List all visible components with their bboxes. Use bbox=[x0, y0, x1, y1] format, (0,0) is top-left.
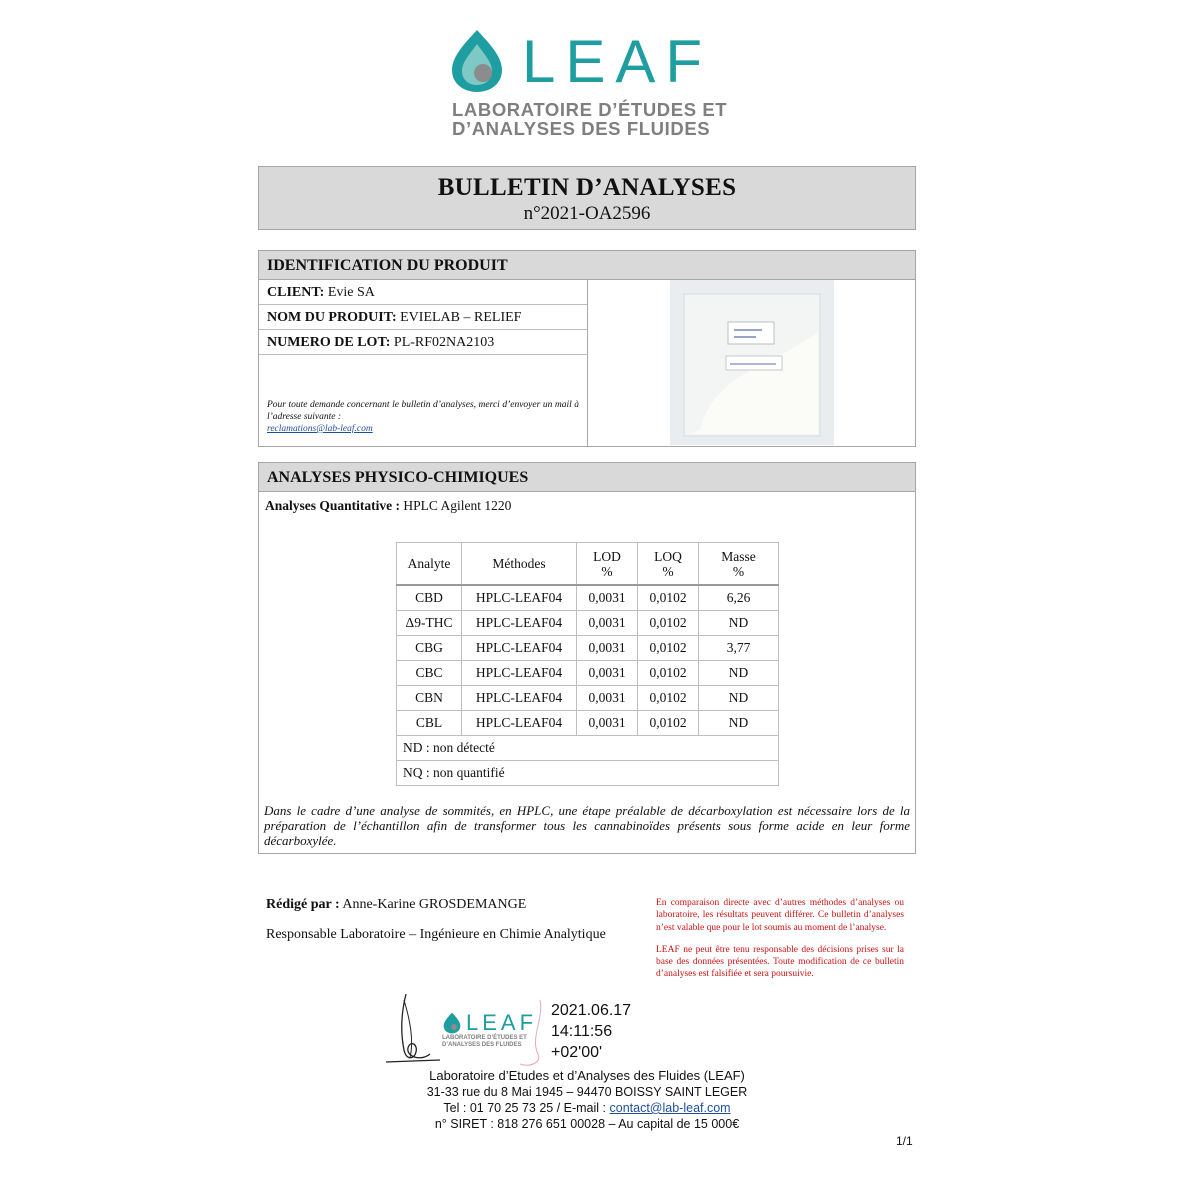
disclaimer-paragraph-1: En comparaison directe avec d’autres méthodes d’analyses ou laboratoire, les résultats peuvent différer. Ce bulletin d’analyses n’est valable que pour le lot soumis au moment de l’analyse. bbox=[656, 898, 904, 933]
identification-fields bbox=[259, 280, 588, 446]
footer-email-link[interactable]: contact@lab-leaf.com bbox=[609, 1101, 731, 1115]
signature-stamp bbox=[380, 990, 650, 1070]
title-box bbox=[258, 166, 916, 230]
loq-label: LOQ bbox=[654, 548, 682, 564]
product-name-row bbox=[259, 305, 587, 330]
table-row bbox=[397, 636, 779, 661]
results-table bbox=[396, 542, 779, 786]
product-name-label: NOM DU PRODUIT: bbox=[267, 310, 397, 325]
signature-timestamp bbox=[551, 1000, 631, 1063]
signature-logo-wordmark: LEAF bbox=[466, 1010, 538, 1035]
cell-loq: 0,0102 bbox=[638, 585, 699, 611]
client-row bbox=[259, 280, 587, 305]
footer-siret: n° SIRET : 818 276 651 00028 – Au capital de 15 000€ bbox=[434, 1117, 740, 1131]
handwritten-signature bbox=[380, 990, 450, 1070]
document-title: BULLETIN D’ANALYSES bbox=[437, 174, 737, 201]
cell-mass: ND bbox=[699, 711, 779, 736]
signature-time: 14:11:56 bbox=[551, 1023, 613, 1040]
quantitative-method-line bbox=[265, 498, 511, 514]
cell-loq: 0,0102 bbox=[638, 611, 699, 636]
lod-label: LOD bbox=[593, 548, 621, 564]
leaf-drop-icon bbox=[442, 1012, 462, 1034]
mass-label: Masse bbox=[721, 548, 756, 564]
section-heading: ANALYSES PHYSICO-CHIMIQUES bbox=[259, 463, 915, 492]
table-row bbox=[397, 711, 779, 736]
col-header-method: Méthodes bbox=[462, 543, 577, 586]
client-label: CLIENT: bbox=[267, 285, 325, 300]
document-number: n°2021-OA2596 bbox=[523, 203, 651, 224]
mass-unit: % bbox=[732, 563, 745, 579]
section-heading: IDENTIFICATION DU PRODUIT bbox=[259, 251, 915, 280]
cell-method: HPLC-LEAF04 bbox=[462, 636, 577, 661]
leaf-logo bbox=[440, 26, 740, 146]
footer-tel: Tel : 01 70 25 73 25 / E-mail : bbox=[443, 1101, 607, 1115]
lot-number-label: NUMERO DE LOT: bbox=[267, 335, 391, 350]
table-row bbox=[397, 661, 779, 686]
logo-subtitle-line2: D’ANALYSES DES FLUIDES bbox=[452, 118, 711, 139]
author-role: Responsable Laboratoire – Ingénieure en Chimie Analytique bbox=[266, 927, 606, 942]
lot-number-row bbox=[259, 330, 587, 355]
cell-mass: 6,26 bbox=[699, 585, 779, 611]
legend-row-nd bbox=[397, 736, 779, 761]
cell-mass: ND bbox=[699, 611, 779, 636]
cell-loq: 0,0102 bbox=[638, 711, 699, 736]
product-photo bbox=[670, 280, 834, 445]
disclaimer bbox=[656, 897, 904, 991]
col-header-lod bbox=[577, 543, 638, 586]
col-header-loq bbox=[638, 543, 699, 586]
legend-nq: NQ : non quantifié bbox=[397, 761, 779, 786]
col-header-analyte: Analyte bbox=[397, 543, 462, 586]
lod-unit: % bbox=[601, 563, 613, 579]
cell-method: HPLC-LEAF04 bbox=[462, 686, 577, 711]
cell-lod: 0,0031 bbox=[577, 636, 638, 661]
page-number: 1/1 bbox=[896, 1134, 913, 1148]
reclamations-email-link[interactable]: reclamations@lab-leaf.com bbox=[267, 424, 373, 434]
cell-mass: ND bbox=[699, 686, 779, 711]
table-row bbox=[397, 611, 779, 636]
signature-logo-subtitle-line1: LABORATOIRE D’ÉTUDES ET bbox=[442, 1035, 527, 1041]
cell-lod: 0,0031 bbox=[577, 585, 638, 611]
cell-lod: 0,0031 bbox=[577, 611, 638, 636]
table-row bbox=[397, 585, 779, 611]
cell-analyte: CBL bbox=[397, 711, 462, 736]
product-name-value: EVIELAB – RELIEF bbox=[400, 310, 522, 325]
footer-address: 31-33 rue du 8 Mai 1945 – 94470 BOISSY SAINT LEGER bbox=[426, 1085, 748, 1099]
quantitative-value: HPLC Agilent 1220 bbox=[403, 498, 512, 513]
physico-chemical-section bbox=[258, 462, 916, 854]
legend-row-nq bbox=[397, 761, 779, 786]
cell-method: HPLC-LEAF04 bbox=[462, 661, 577, 686]
cell-loq: 0,0102 bbox=[638, 636, 699, 661]
footer-contact bbox=[350, 1100, 824, 1116]
written-by-label: Rédigé par : bbox=[266, 897, 340, 912]
footer-lab-name: Laboratoire d’Etudes et d’Analyses des Fluides (LEAF) bbox=[429, 1068, 745, 1083]
table-header-row bbox=[397, 543, 779, 586]
cell-method: HPLC-LEAF04 bbox=[462, 611, 577, 636]
cell-mass: ND bbox=[699, 661, 779, 686]
cell-lod: 0,0031 bbox=[577, 711, 638, 736]
product-identification-section bbox=[258, 250, 916, 447]
loq-unit: % bbox=[662, 563, 674, 579]
cell-method: HPLC-LEAF04 bbox=[462, 585, 577, 611]
contact-note bbox=[267, 399, 579, 435]
logo-wordmark: LEAF bbox=[522, 28, 713, 95]
col-header-mass bbox=[699, 543, 779, 586]
cell-method: HPLC-LEAF04 bbox=[462, 711, 577, 736]
quantitative-label: Analyses Quantitative : bbox=[265, 498, 400, 513]
client-value: Evie SA bbox=[327, 285, 375, 300]
written-by-line bbox=[266, 897, 526, 913]
cell-analyte: CBC bbox=[397, 661, 462, 686]
written-by-name: Anne-Karine GROSDEMANGE bbox=[342, 897, 527, 912]
disclaimer-paragraph-2: LEAF ne peut être tenu responsable des décisions prises sur la base des données présentées. Toute modification de ce bulletin d’analyses est falsifiée et sera poursuivie. bbox=[656, 944, 904, 980]
cell-loq: 0,0102 bbox=[638, 686, 699, 711]
table-row bbox=[397, 686, 779, 711]
cell-loq: 0,0102 bbox=[638, 661, 699, 686]
signature-date: 2021.06.17 bbox=[551, 1002, 632, 1019]
lot-number-value: PL-RF02NA2103 bbox=[393, 335, 495, 350]
cell-lod: 0,0031 bbox=[577, 686, 638, 711]
signature-flourish bbox=[510, 998, 550, 1070]
leaf-drop-icon bbox=[448, 28, 506, 94]
contact-note-text: Pour toute demande concernant le bulletin d’analyses, merci d’envoyer un mail à l’adresse suivante : bbox=[267, 400, 579, 422]
legend-nd: ND : non détecté bbox=[397, 736, 779, 761]
signature-timezone: +02'00' bbox=[551, 1044, 603, 1061]
footer bbox=[350, 1068, 824, 1132]
cell-mass: 3,77 bbox=[699, 636, 779, 661]
cell-analyte: CBD bbox=[397, 585, 462, 611]
cell-analyte: Δ9-THC bbox=[397, 611, 462, 636]
decarboxylation-note: Dans le cadre d’une analyse de sommités, en HPLC, une étape préalable de décarboxylation est nécessaire lors de la préparation de l’échantillon afin de transformer tous les cannabinoïdes présents sous forme acide en leur forme décarboxylée. bbox=[264, 803, 910, 848]
logo-subtitle-line1: LABORATOIRE D’ÉTUDES ET bbox=[452, 99, 728, 120]
signature-logo-subtitle-line2: D’ANALYSES DES FLUIDES bbox=[442, 1042, 522, 1048]
cell-analyte: CBN bbox=[397, 686, 462, 711]
cell-analyte: CBG bbox=[397, 636, 462, 661]
cell-lod: 0,0031 bbox=[577, 661, 638, 686]
